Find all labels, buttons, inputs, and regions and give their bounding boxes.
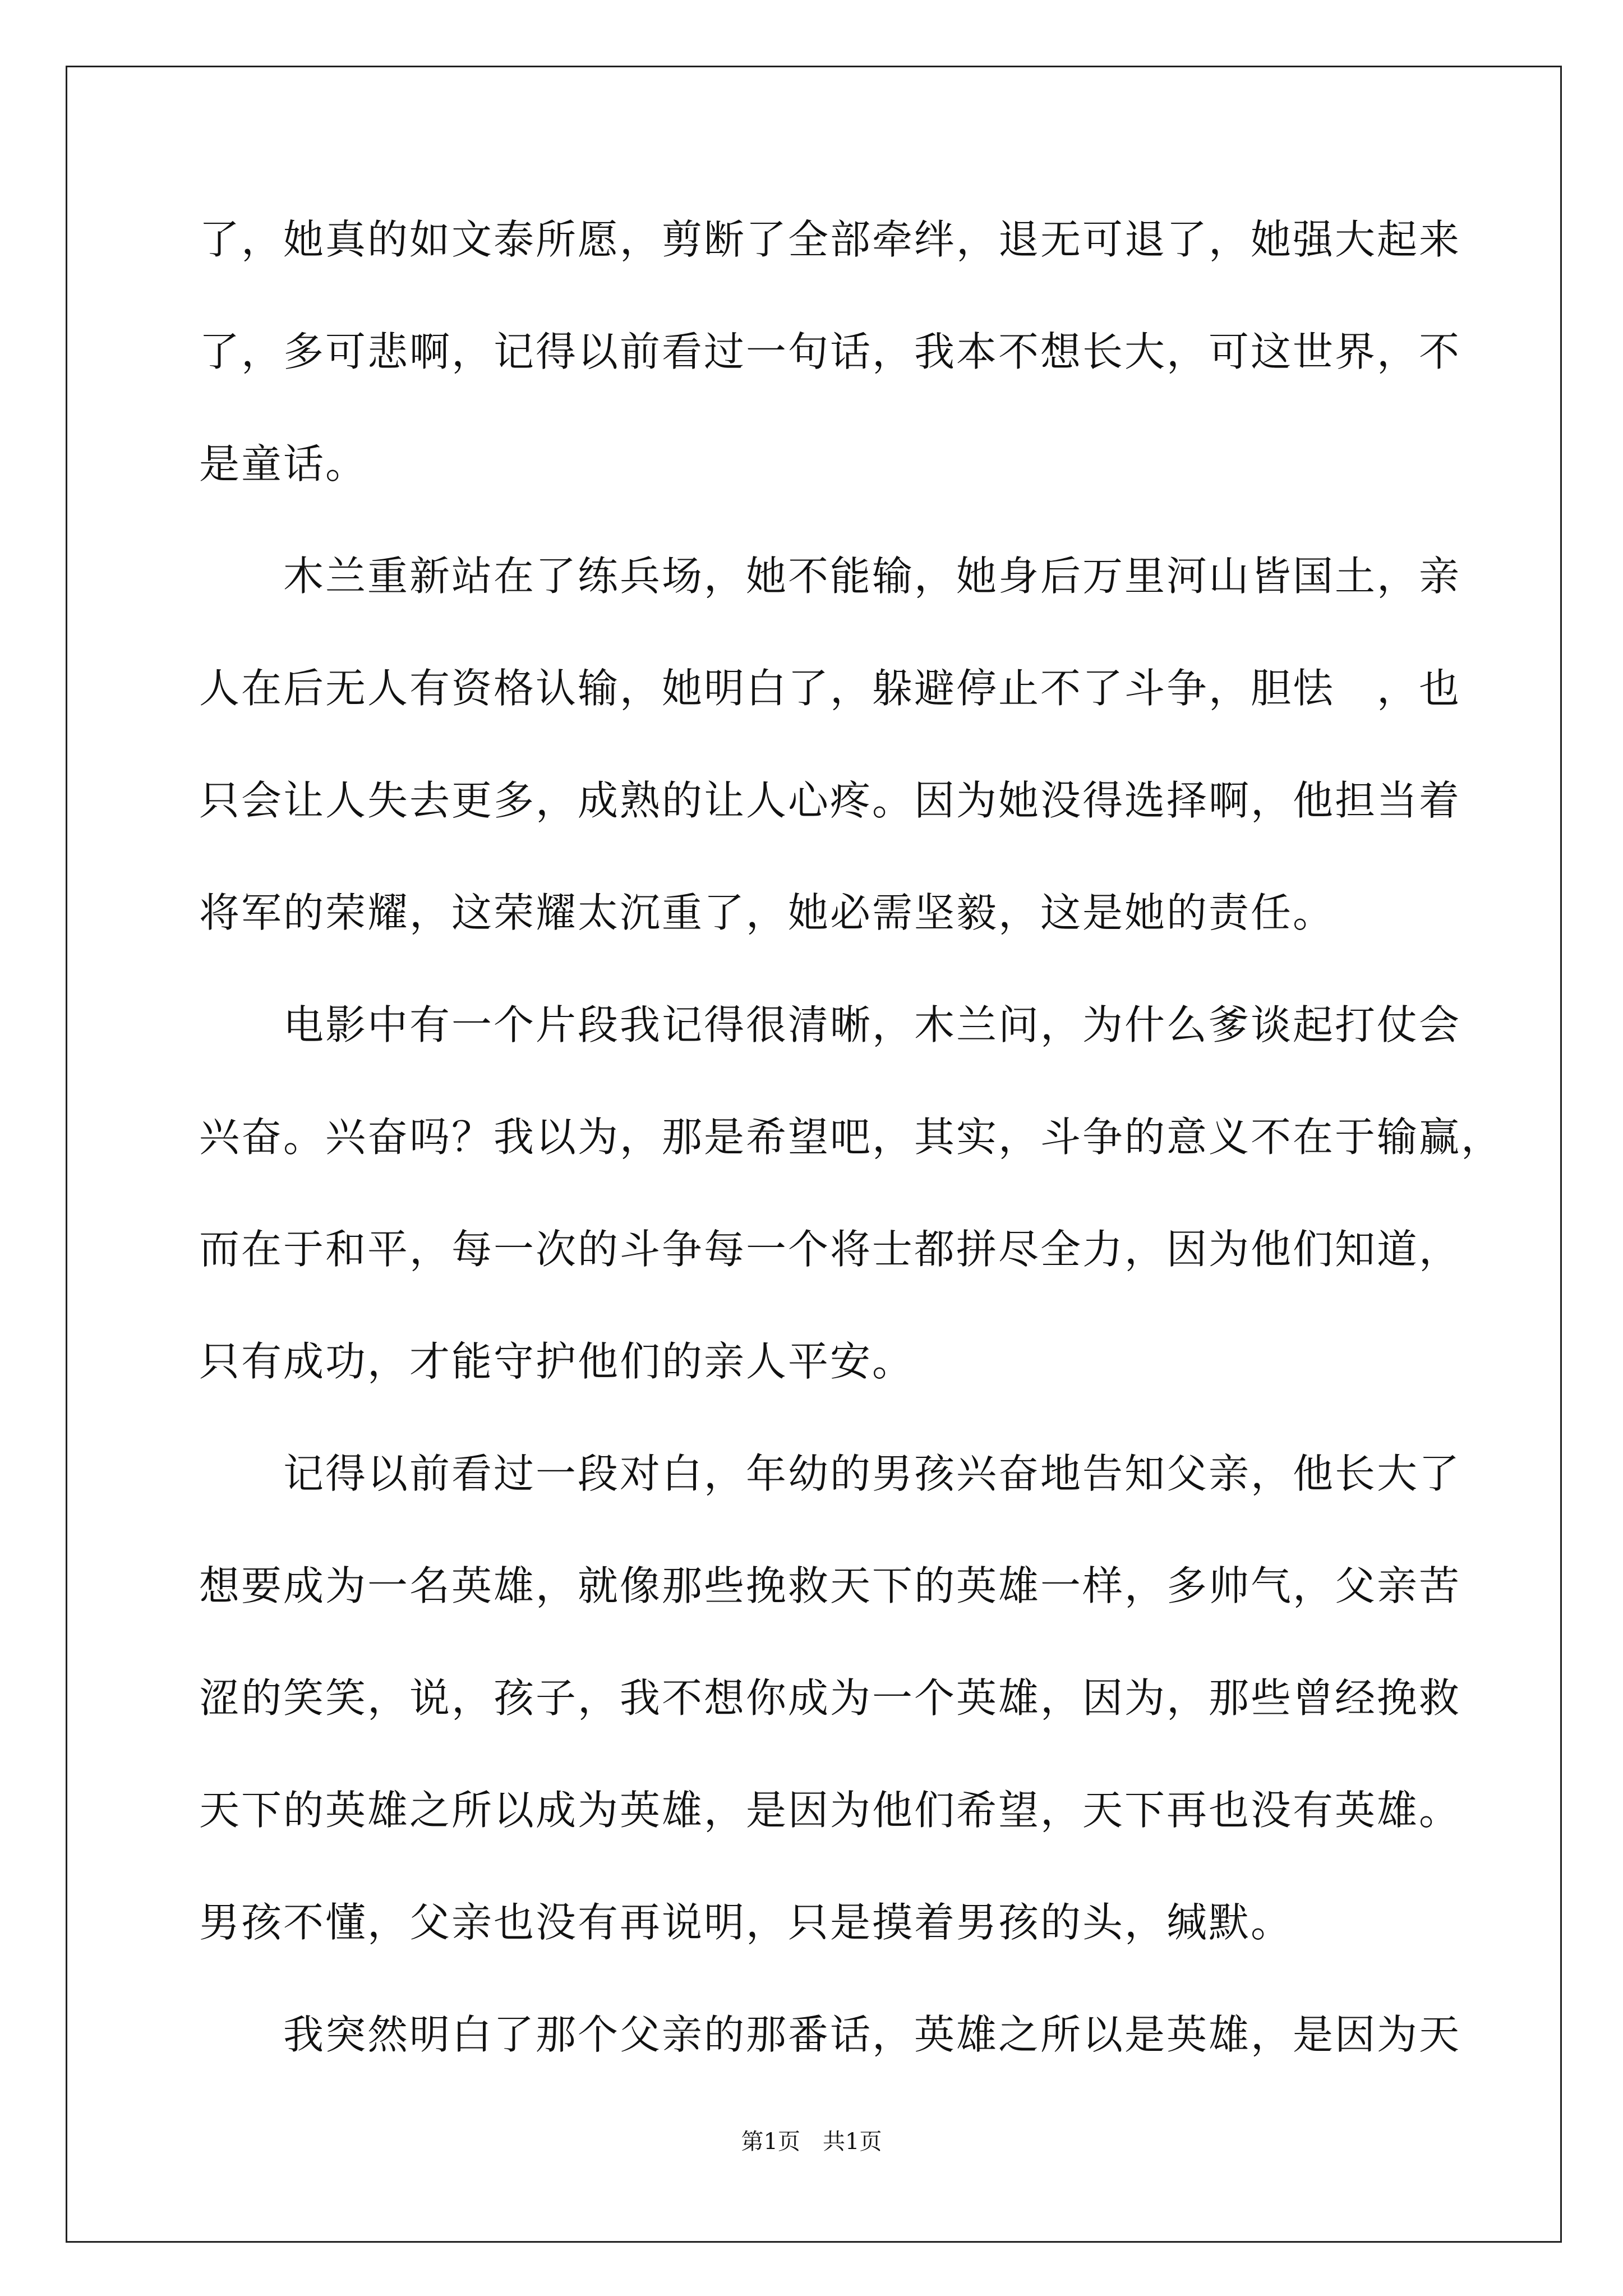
text-line: 了，多可悲啊，记得以前看过一句话，我本不想长大，可这世界，不 xyxy=(199,328,1461,375)
text-line: 了，她真的如文泰所愿，剪断了全部牵绊，退无可退了，她强大起来 xyxy=(199,216,1461,263)
text-line: 木兰重新站在了练兵场，她不能输，她身后万里河山皆国土，亲 xyxy=(199,553,1461,600)
text-line: 只会让人失去更多，成熟的让人心疼。因为她没得选择啊，他担当着 xyxy=(199,777,1461,824)
text-line: 兴奋。兴奋吗？我以为，那是希望吧，其实，斗争的意义不在于输赢， xyxy=(199,1114,1504,1161)
text-line: 男孩不懂，父亲也没有再说明，只是摸着男孩的头，缄默。 xyxy=(199,1899,1293,1946)
text-line: 而在于和平，每一次的斗争每一个将士都拼尽全力，因为他们知道， xyxy=(199,1226,1461,1273)
text-line: 想要成为一名英雄，就像那些挽救天下的英雄一样，多帅气，父亲苦 xyxy=(199,1562,1461,1609)
text-line: 涩的笑笑，说，孩子，我不想你成为一个英雄，因为，那些曾经挽救 xyxy=(199,1674,1461,1722)
text-line: 我突然明白了那个父亲的那番话，英雄之所以是英雄，是因为天 xyxy=(199,2011,1461,2058)
text-line: 只有成功，才能守护他们的亲人平安。 xyxy=(199,1338,915,1385)
text-line: 天下的英雄之所以成为英雄，是因为他们希望，天下再也没有英雄。 xyxy=(199,1787,1461,1834)
text-line: 电影中有一个片段我记得很清晰，木兰问，为什么爹谈起打仗会 xyxy=(199,1001,1461,1048)
text-line: 人在后无人有资格认输，她明白了，躲避停止不了斗争，胆怯 ，也 xyxy=(199,665,1461,712)
text-line: 记得以前看过一段对白，年幼的男孩兴奋地告知父亲，他长大了 xyxy=(199,1450,1461,1497)
text-line: 将军的荣耀，这荣耀太沉重了，她必需坚毅，这是她的责任。 xyxy=(199,889,1335,936)
page-footer: 第1页 共1页 xyxy=(741,2129,882,2155)
text-line: 是童话。 xyxy=(199,440,368,487)
